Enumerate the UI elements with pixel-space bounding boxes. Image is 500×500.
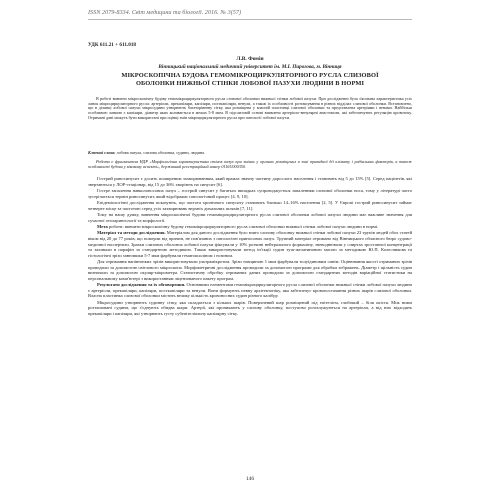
keywords-text: лобова пазуха, слизова оболонка, судини, людина.: [116, 150, 205, 155]
body-paragraph: Гостре запалення навколоносових пазух – гострий синусит у багатьох випадках супроводжується запаленням слизової оболонки носа, тому у літературі часто зустрічається термін риносинусит, який відображає патологічний процес [4, 9, 10].: [88, 187, 412, 199]
body-paragraph: Матеріал та методи дослідження. Матеріалом для даного дослідження було взято слизову оболонку нижньої стінки лобової пазухи 23 трупів людей обох статей віком від 20 до 77 років, що померли від причин, не пов'язаних з патологією приносових пазух. Трупний матеріал отримано від Вінницького обласного бюро судово-медичної експертизи. Зразки слизових оболонок лобової пазухи фіксували у 10% розчині нейтрального формаліну, зневоднювали у спиртах зростаючої концентрації та заливали в парафін за стандартною методикою. Також використовували метод ін'єкції судин туш-желатиновою масою за методикою Ю.П. Колесникова та гістологічні зрізи завтовшки 5-7 мкм фарбували гематоксиліном і еозином.: [88, 230, 413, 258]
article-title: МІКРОСКОПІЧНА БУДОВА ГЕМОМІКРОЦИРКУЛЯТОРНОГО РУСЛА СЛИЗОВОЇ ОБОЛОНКИ НИЖНЬОЇ СТІНКИ ЛОБОВОЇ ПАЗУХИ ЛЮДИНИ В НОРМІ: [121, 72, 379, 87]
udk-code: УДК 611.21 + 611.018: [88, 42, 137, 48]
body-text: [88, 176, 412, 317]
keywords-label: Ключові слова:: [88, 150, 116, 155]
body-paragraph: Гострий риносинусит є досить поширеним захворюванням, який вражає значну частину дорослого населення і становить від 5 до 15% [5]. Серед пацієнтів, які звертаються у ЛОР-стаціонар, від 15 до 36% хворіють на синусит [6].: [88, 176, 412, 187]
journal-info: ISSN 2079-8334. Світ медицини та біології. 2016. № 3(57): [88, 9, 242, 16]
abstract: [88, 97, 412, 121]
affiliation: Вінницький національний медичний університет ім. М.І. Пирогова, м. Вінниця: [158, 64, 342, 70]
body-paragraph: Мікросудини утворюють судинну сітку, яка складається з кількох шарів. Поверхневий шар розміщений під епітелієм, глибокий – біля окістя. Між ними розташовані судини, що з'єднують обидва шари. Артерії, які проникають у слизову оболонку, поступово розгалужуються на артеріоли, а від них відходять прекапіляри і капіляри, які утворюють густу субепітеліальну капілярну сітку.: [88, 299, 412, 317]
body-paragraph: Мета роботи: вивчити мікроскопічну будову гемомікроциркуляторного русла слизової оболонки нижньої стінки лобової пазухи людини в нормі.: [97, 223, 379, 229]
funding-paragraph: Робота є фрагментом НДР «Морфологічна характеристика стінок пазух при змінах у органах розміщених в зоні привидної дії клімату і радіальних факторів, а також особливості будови у віковому аспекті», державний реєстраційний номер 0116U000350.: [88, 159, 412, 169]
keywords: [88, 151, 412, 156]
funding-note: [88, 160, 412, 169]
running-header: [88, 6, 412, 24]
body-paragraph: Епідеміологічні дослідження показують, що частота хронічного синуситу становить близько 14–16% населення [2, 5]. У Європі гострий риносинусит займає четверте місце за частотою серед усіх захворювань верхніх дихальних шляхів [7, 11].: [88, 199, 412, 211]
body-paragraph: Результати дослідження та їх обговорення. Основними елементами гемомікроциркуляторного русла слизової оболонки нижньої стінки лобової пазухи людини є артеріоли, прекапіляри, капіляри, посткапіляри та венули. Вони формують певну архітектоніку, яка забезпечує кровопостачання різних шарів слизової оболонки. Власна пластинка слизової оболонки містить велику кількість кровоносних судин різного калібру.: [88, 282, 412, 299]
body-paragraph: Для отримання напівтонких зрізів використовували ультрамікротом. Зрізи товщиною 1 мкм фарбували толуїдиновим синім. Оцінювання якості отриманих зрізів проводили за допомогою світлового мікроскопа. Морфометричні дослідження проводили за допомогою програми для обробки зображень. Діаметр і щільність судин визначали за допомогою окуляр-мікрометра. Статистичну обробку отриманих даних проводили за допомогою стандартних методів варіаційної статистики на персональному комп'ютері з використанням ліцензованого пакету програм.: [88, 259, 412, 281]
header-rule: [88, 19, 412, 20]
author: Л.В. Фомін: [236, 56, 264, 62]
abstract-paragraph: В роботі вивчено мікроскопічну будову гемомікроциркуляторного русла слизової оболонки нижньої стінки лобової пазухи. При дослідженні була з'ясована характеристика усіх ланок мікроциркуляторного русла: артеріоли, прекапіляри, капіляри, посткапіляри, венули, а також їх особливості розташування в різних відділах слизової оболонки. Встановлено, що в ділянці лобової пазухи мікросудини утворюють багаторівневу сітку, яка розміщена у власній пластинці слизової оболонки та представлена артеріями і венами. Найбільш особливою ланкою є капіляри, діаметр яких коливається в межах 5-8 мкм. В підслизовій основі виявлено артеріоло-венулярні анастомози, які забезпечують регуляцію кровотоку. Отримані дані можуть бути використані при оцінці змін мікроциркуляторного русла при патології лобової пазухи.: [88, 96, 412, 120]
body-paragraph: Тому на нашу думку, вивчення мікроскопічної будови гемомікроциркуляторного русла слизової оболонки лобової пазухи людини має важливе значення для сучасної отоларингології та морфології.: [88, 211, 412, 223]
page-number: 146: [245, 476, 255, 482]
